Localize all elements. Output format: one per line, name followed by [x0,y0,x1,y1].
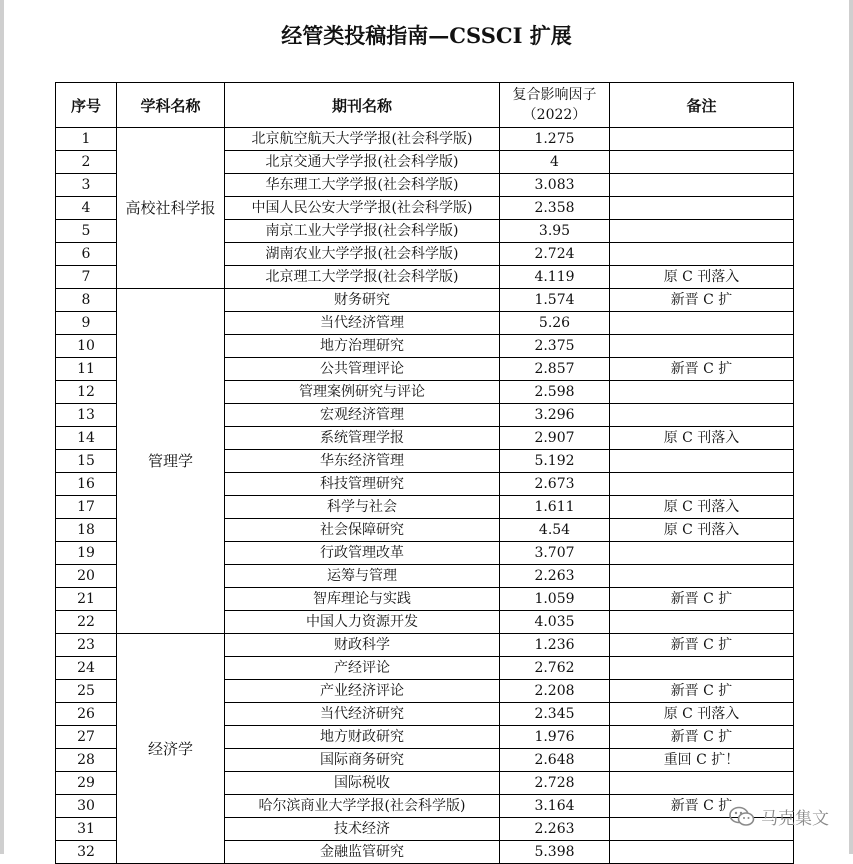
row-index: 26 [56,703,117,726]
row-note [610,473,794,496]
row-note [610,565,794,588]
journal-name: 地方财政研究 [225,726,500,749]
impact-factor: 2.728 [500,772,610,795]
journal-name: 中国人力资源开发 [225,611,500,634]
row-index: 3 [56,174,117,197]
impact-factor: 2.345 [500,703,610,726]
journal-name: 运筹与管理 [225,565,500,588]
impact-factor: 2.208 [500,680,610,703]
row-note: 原 C 刊落入 [610,519,794,542]
row-note [610,243,794,266]
row-note: 新晋 C 扩 [610,680,794,703]
row-index: 19 [56,542,117,565]
journal-name: 北京交通大学学报(社会科学版) [225,151,500,174]
row-index: 21 [56,588,117,611]
impact-factor: 4.119 [500,266,610,289]
row-index: 1 [56,128,117,151]
row-index: 4 [56,197,117,220]
row-note: 原 C 刊落入 [610,496,794,519]
journal-name: 当代经济管理 [225,312,500,335]
impact-factor: 1.275 [500,128,610,151]
row-index: 20 [56,565,117,588]
header-subject: 学科名称 [117,83,225,128]
row-index: 15 [56,450,117,473]
row-index: 13 [56,404,117,427]
impact-factor: 4.035 [500,611,610,634]
journal-name: 智库理论与实践 [225,588,500,611]
journal-name: 财务研究 [225,289,500,312]
row-index: 27 [56,726,117,749]
impact-factor: 5.192 [500,450,610,473]
journal-name: 北京航空航天大学学报(社会科学版) [225,128,500,151]
journal-name: 湖南农业大学学报(社会科学版) [225,243,500,266]
row-index: 17 [56,496,117,519]
impact-factor: 2.673 [500,473,610,496]
row-index: 2 [56,151,117,174]
row-note: 原 C 刊落入 [610,266,794,289]
row-note: 原 C 刊落入 [610,703,794,726]
row-index: 7 [56,266,117,289]
row-note: 新晋 C 扩 [610,358,794,381]
impact-factor: 1.059 [500,588,610,611]
row-index: 28 [56,749,117,772]
row-index: 31 [56,818,117,841]
impact-factor: 2.907 [500,427,610,450]
journal-name: 管理案例研究与评论 [225,381,500,404]
journal-name: 国际商务研究 [225,749,500,772]
header-impact-factor-line1: 复合影响因子 [512,87,597,103]
row-note [610,772,794,795]
watermark [729,804,829,829]
journal-name: 金融监管研究 [225,841,500,864]
impact-factor: 3.296 [500,404,610,427]
row-note [610,174,794,197]
impact-factor: 2.724 [500,243,610,266]
row-note [610,151,794,174]
journal-name: 技术经济 [225,818,500,841]
journal-name: 当代经济研究 [225,703,500,726]
impact-factor: 3.083 [500,174,610,197]
page-edge-left [0,0,4,854]
row-note [610,381,794,404]
row-index: 18 [56,519,117,542]
subject-cell: 高校社科学报 [117,128,225,289]
row-note: 重回 C 扩！ [610,749,794,772]
impact-factor: 4 [500,151,610,174]
row-index: 12 [56,381,117,404]
row-note [610,542,794,565]
impact-factor: 3.95 [500,220,610,243]
row-note [610,450,794,473]
journal-name: 产业经济评论 [225,680,500,703]
journal-name: 地方治理研究 [225,335,500,358]
row-note [610,657,794,680]
journal-name: 宏观经济管理 [225,404,500,427]
impact-factor: 2.598 [500,381,610,404]
impact-factor: 3.707 [500,542,610,565]
row-index: 23 [56,634,117,657]
subject-cell: 经济学 [117,634,225,864]
row-note [610,220,794,243]
header-impact-factor-line2: （2022） [522,107,587,123]
row-note [610,197,794,220]
table-header-row [56,83,794,128]
row-index: 25 [56,680,117,703]
subject-cell: 管理学 [117,289,225,634]
table-row [56,128,794,151]
row-index: 32 [56,841,117,864]
journal-name: 华东经济管理 [225,450,500,473]
row-note [610,128,794,151]
row-index: 22 [56,611,117,634]
journal-name: 科技管理研究 [225,473,500,496]
header-journal: 期刊名称 [225,83,500,128]
row-note: 原 C 刊落入 [610,427,794,450]
row-index: 14 [56,427,117,450]
journal-name: 南京工业大学学报(社会科学版) [225,220,500,243]
row-index: 11 [56,358,117,381]
journal-name: 社会保障研究 [225,519,500,542]
impact-factor: 5.398 [500,841,610,864]
header-index: 序号 [56,83,117,128]
impact-factor: 2.263 [500,818,610,841]
row-index: 24 [56,657,117,680]
impact-factor: 4.54 [500,519,610,542]
impact-factor: 2.762 [500,657,610,680]
row-note [610,611,794,634]
journal-name: 产经评论 [225,657,500,680]
watermark-text: 马克集文 [761,809,829,829]
row-index: 30 [56,795,117,818]
impact-factor: 3.164 [500,795,610,818]
row-note: 新晋 C 扩 [610,588,794,611]
page-edge-right [849,0,853,854]
header-note: 备注 [610,83,794,128]
impact-factor: 2.263 [500,565,610,588]
impact-factor: 1.236 [500,634,610,657]
row-note: 新晋 C 扩 [610,634,794,657]
row-index: 6 [56,243,117,266]
journal-name: 中国人民公安大学学报(社会科学版) [225,197,500,220]
table-row [56,289,794,312]
row-note: 新晋 C 扩 [610,726,794,749]
row-index: 10 [56,335,117,358]
wechat-icon [729,806,755,828]
journal-name: 哈尔滨商业大学学报(社会科学版) [225,795,500,818]
table-row [56,634,794,657]
row-note [610,841,794,864]
row-index: 5 [56,220,117,243]
journal-name: 公共管理评论 [225,358,500,381]
journal-name: 财政科学 [225,634,500,657]
row-index: 29 [56,772,117,795]
impact-factor: 2.857 [500,358,610,381]
row-index: 8 [56,289,117,312]
header-impact-factor [500,83,610,128]
row-note [610,312,794,335]
row-index: 9 [56,312,117,335]
impact-factor: 1.574 [500,289,610,312]
row-index: 16 [56,473,117,496]
journal-name: 北京理工大学学报(社会科学版) [225,266,500,289]
impact-factor: 5.26 [500,312,610,335]
impact-factor: 1.976 [500,726,610,749]
journal-name: 国际税收 [225,772,500,795]
row-note: 新晋 C 扩 [610,795,794,818]
impact-factor: 1.611 [500,496,610,519]
impact-factor: 2.648 [500,749,610,772]
journal-name: 行政管理改革 [225,542,500,565]
row-note [610,335,794,358]
journal-table [55,82,794,864]
journal-name: 系统管理学报 [225,427,500,450]
row-note [610,404,794,427]
journal-name: 华东理工大学学报(社会科学版) [225,174,500,197]
row-note: 新晋 C 扩 [610,289,794,312]
page-title: 经管类投稿指南—CSSCI 扩展 [281,23,572,48]
impact-factor: 2.375 [500,335,610,358]
impact-factor: 2.358 [500,197,610,220]
journal-name: 科学与社会 [225,496,500,519]
